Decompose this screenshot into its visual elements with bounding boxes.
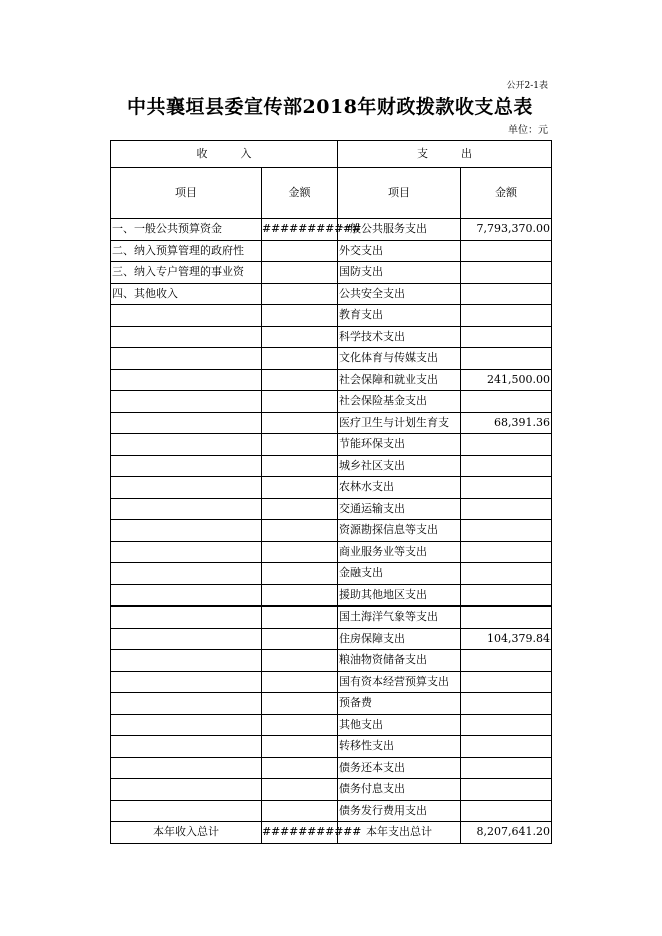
income-amount-cell xyxy=(262,757,338,779)
income-amount-cell xyxy=(262,714,338,736)
expense-item-cell: 转移性支出 xyxy=(338,736,461,758)
income-item-cell xyxy=(111,757,262,779)
expense-item-cell: 债务发行费用支出 xyxy=(338,800,461,822)
table-row xyxy=(111,391,552,413)
income-amount-cell xyxy=(262,606,338,628)
income-amount-cell xyxy=(262,628,338,650)
table-row xyxy=(111,240,552,262)
income-item-cell xyxy=(111,498,262,520)
income-total-label: 本年收入总计 xyxy=(111,822,262,844)
expense-item-cell: 金融支出 xyxy=(338,563,461,585)
income-amount-cell xyxy=(262,262,338,284)
income-amount-cell xyxy=(262,434,338,456)
expense-amount-cell xyxy=(461,348,552,370)
expense-item-cell: 资源勘探信息等支出 xyxy=(338,520,461,542)
expense-item-cell: 国土海洋气象等支出 xyxy=(338,606,461,628)
document-code: 公开2-1表 xyxy=(506,81,548,91)
expense-item-cell: 社会保险基金支出 xyxy=(338,391,461,413)
expense-item-header: 项目 xyxy=(338,168,461,219)
expense-item-cell: 其他支出 xyxy=(338,714,461,736)
income-amount-cell xyxy=(262,326,338,348)
expense-item-cell: 国防支出 xyxy=(338,262,461,284)
expense-amount-cell xyxy=(461,671,552,693)
income-amount-cell xyxy=(262,305,338,327)
expense-amount-cell xyxy=(461,779,552,801)
table-row xyxy=(111,757,552,779)
income-amount-cell xyxy=(262,800,338,822)
unit-label: 单位：元 xyxy=(508,125,548,136)
income-amount-cell xyxy=(262,348,338,370)
page-title: 中共襄垣县委宣传部2018年财政拨款收支总表 xyxy=(127,96,533,118)
income-item-cell xyxy=(111,369,262,391)
table-row xyxy=(111,498,552,520)
income-amount-cell xyxy=(262,498,338,520)
income-item-cell xyxy=(111,326,262,348)
expense-item-cell: 医疗卫生与计划生育支 xyxy=(338,412,461,434)
table-row xyxy=(111,736,552,758)
table-row xyxy=(111,714,552,736)
table-row xyxy=(111,779,552,801)
expense-item-cell: 预备费 xyxy=(338,693,461,715)
expense-item-cell: 住房保障支出 xyxy=(338,628,461,650)
table-body xyxy=(111,219,552,822)
income-item-cell xyxy=(111,736,262,758)
table-row xyxy=(111,434,552,456)
income-item-cell xyxy=(111,628,262,650)
expense-item-cell: 城乡社区支出 xyxy=(338,455,461,477)
income-item-cell xyxy=(111,477,262,499)
expense-total-amount: 8,207,641.20 xyxy=(461,822,552,844)
expense-amount-cell xyxy=(461,283,552,305)
income-amount-cell xyxy=(262,541,338,563)
income-item-cell xyxy=(111,606,262,628)
expense-amount-cell xyxy=(461,714,552,736)
table-row xyxy=(111,693,552,715)
table-row xyxy=(111,326,552,348)
expense-item-cell: 债务还本支出 xyxy=(338,757,461,779)
expense-item-cell: 文化体育与传媒支出 xyxy=(338,348,461,370)
expense-amount-cell xyxy=(461,498,552,520)
income-amount-header: 金额 xyxy=(262,168,338,219)
income-amount-cell xyxy=(262,584,338,606)
expense-amount-cell xyxy=(461,650,552,672)
income-amount-cell xyxy=(262,563,338,585)
income-item-cell xyxy=(111,348,262,370)
income-header: 收 入 xyxy=(111,141,338,168)
table-row xyxy=(111,563,552,585)
table-row xyxy=(111,520,552,542)
table-row xyxy=(111,628,552,650)
expense-amount-cell xyxy=(461,305,552,327)
table-row xyxy=(111,369,552,391)
income-item-cell xyxy=(111,714,262,736)
table-row xyxy=(111,541,552,563)
table-row xyxy=(111,412,552,434)
expense-item-cell: 债务付息支出 xyxy=(338,779,461,801)
expense-item-cell: 交通运输支出 xyxy=(338,498,461,520)
expense-amount-cell xyxy=(461,326,552,348)
expense-item-cell: 节能环保支出 xyxy=(338,434,461,456)
expense-header: 支 出 xyxy=(338,141,552,168)
expense-amount-cell xyxy=(461,736,552,758)
table-row xyxy=(111,650,552,672)
expense-amount-cell: 68,391.36 xyxy=(461,412,552,434)
income-item-cell xyxy=(111,779,262,801)
expense-item-cell: 国有资本经营预算支出 xyxy=(338,671,461,693)
table-row xyxy=(111,800,552,822)
expense-amount-cell xyxy=(461,606,552,628)
table-row xyxy=(111,606,552,628)
expense-item-cell: 商业服务业等支出 xyxy=(338,541,461,563)
expense-item-cell: 外交支出 xyxy=(338,240,461,262)
income-item-cell xyxy=(111,434,262,456)
income-item-cell xyxy=(111,671,262,693)
income-item-cell xyxy=(111,650,262,672)
table-row xyxy=(111,305,552,327)
expense-amount-cell xyxy=(461,434,552,456)
table-row xyxy=(111,262,552,284)
income-item-cell xyxy=(111,412,262,434)
table-row xyxy=(111,671,552,693)
expense-item-cell: 教育支出 xyxy=(338,305,461,327)
expense-total-label: 本年支出总计 xyxy=(338,822,461,844)
table-row xyxy=(111,455,552,477)
income-item-cell xyxy=(111,541,262,563)
expense-amount-cell xyxy=(461,520,552,542)
income-total-amount: ########### xyxy=(262,822,338,844)
column-header-row xyxy=(111,168,552,219)
expense-amount-cell xyxy=(461,693,552,715)
expense-item-cell: 援助其他地区支出 xyxy=(338,584,461,606)
table-row xyxy=(111,477,552,499)
income-item-header: 项目 xyxy=(111,168,262,219)
income-amount-cell xyxy=(262,283,338,305)
income-item-cell xyxy=(111,391,262,413)
expense-amount-cell: 104,379.84 xyxy=(461,628,552,650)
table-row xyxy=(111,219,552,241)
income-amount-cell xyxy=(262,369,338,391)
expense-amount-cell xyxy=(461,455,552,477)
income-amount-cell xyxy=(262,455,338,477)
budget-table xyxy=(110,140,552,844)
income-amount-cell xyxy=(262,477,338,499)
expense-amount-cell xyxy=(461,584,552,606)
expense-amount-cell xyxy=(461,262,552,284)
income-item-cell: 二、纳入预算管理的政府性 xyxy=(111,240,262,262)
income-amount-cell xyxy=(262,520,338,542)
income-item-cell xyxy=(111,305,262,327)
income-item-cell xyxy=(111,520,262,542)
income-amount-cell xyxy=(262,671,338,693)
expense-item-cell: 社会保障和就业支出 xyxy=(338,369,461,391)
expense-amount-cell xyxy=(461,757,552,779)
table-row xyxy=(111,348,552,370)
income-item-cell xyxy=(111,455,262,477)
expense-amount-cell: 241,500.00 xyxy=(461,369,552,391)
expense-item-cell: 科学技术支出 xyxy=(338,326,461,348)
section-header-row xyxy=(111,141,552,168)
income-item-cell xyxy=(111,584,262,606)
totals-row xyxy=(111,822,552,844)
expense-item-cell: 一般公共服务支出 xyxy=(338,219,461,241)
income-amount-cell: ########### xyxy=(262,219,338,241)
expense-amount-cell: 7,793,370.00 xyxy=(461,219,552,241)
expense-amount-header: 金额 xyxy=(461,168,552,219)
income-amount-cell xyxy=(262,736,338,758)
table-row xyxy=(111,584,552,606)
expense-amount-cell xyxy=(461,240,552,262)
income-item-cell xyxy=(111,693,262,715)
expense-amount-cell xyxy=(461,541,552,563)
income-amount-cell xyxy=(262,412,338,434)
income-item-cell xyxy=(111,800,262,822)
income-amount-cell xyxy=(262,240,338,262)
expense-item-cell: 粮油物资储备支出 xyxy=(338,650,461,672)
income-item-cell xyxy=(111,563,262,585)
income-amount-cell xyxy=(262,779,338,801)
income-item-cell: 一、一般公共预算资金 xyxy=(111,219,262,241)
income-item-cell: 四、其他收入 xyxy=(111,283,262,305)
expense-item-cell: 公共安全支出 xyxy=(338,283,461,305)
expense-item-cell: 农林水支出 xyxy=(338,477,461,499)
table-row xyxy=(111,283,552,305)
income-amount-cell xyxy=(262,693,338,715)
expense-amount-cell xyxy=(461,563,552,585)
income-item-cell: 三、纳入专户管理的事业资 xyxy=(111,262,262,284)
expense-amount-cell xyxy=(461,477,552,499)
income-amount-cell xyxy=(262,650,338,672)
expense-amount-cell xyxy=(461,391,552,413)
expense-amount-cell xyxy=(461,800,552,822)
income-amount-cell xyxy=(262,391,338,413)
